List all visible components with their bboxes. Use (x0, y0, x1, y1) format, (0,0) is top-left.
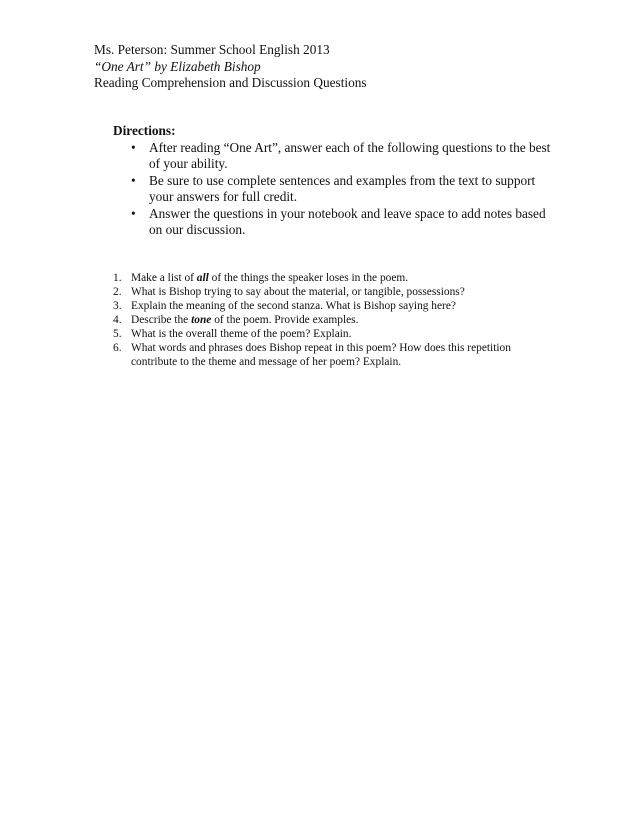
question-item (113, 341, 553, 369)
question-number: 3. (113, 300, 122, 312)
directions-item (113, 206, 553, 239)
bullet-icon: • (131, 139, 136, 155)
question-item (113, 285, 553, 299)
question-item (113, 299, 553, 313)
directions-section (113, 123, 553, 239)
question-text: Explain the meaning of the second stanza. What is Bishop saying here? (131, 300, 456, 312)
question-item (113, 327, 553, 341)
question-text: What is the overall theme of the poem? Explain. (131, 328, 352, 340)
poem-title-line: “One Art” by Elizabeth Bishop (94, 58, 261, 74)
questions-list (113, 271, 553, 369)
question-number: 4. (113, 314, 122, 326)
bullet-icon: • (131, 172, 136, 188)
directions-item-text: Be sure to use complete sentences and examples from the text to support your answers for full credit. (149, 172, 536, 204)
question-number: 6. (113, 342, 122, 354)
question-item (113, 313, 553, 327)
question-number: 5. (113, 328, 122, 340)
directions-heading: Directions: (113, 123, 176, 138)
question-text: What words and phrases does Bishop repeat in this poem? How does this repetition contribute to the theme and message of her poem? Explain. (131, 342, 511, 368)
question-number: 1. (113, 272, 122, 284)
teacher-course-line: Ms. Peterson: Summer School English 2013 (94, 42, 330, 57)
question-emphasis: tone (191, 314, 212, 326)
questions-section (113, 271, 553, 369)
question-number: 2. (113, 286, 122, 298)
question-text: Make a list of (131, 272, 197, 284)
question-emphasis: all (196, 272, 209, 284)
directions-list (113, 140, 553, 239)
question-text: Describe the (131, 314, 192, 326)
document-header (94, 42, 564, 92)
question-text: What is Bishop trying to say about the material, or tangible, possessions? (131, 286, 465, 298)
directions-item (113, 140, 553, 173)
directions-item-text: Answer the questions in your notebook and leave space to add notes based on our discussion. (149, 205, 546, 237)
assignment-title-line: Reading Comprehension and Discussion Questions (94, 75, 367, 90)
question-text: of the things the speaker loses in the poem. (208, 272, 409, 284)
question-item (113, 271, 553, 285)
directions-item (113, 173, 553, 206)
question-text: of the poem. Provide examples. (211, 314, 359, 326)
bullet-icon: • (131, 205, 136, 221)
directions-item-text: After reading “One Art”, answer each of the following questions to the best of your ability. (149, 139, 551, 171)
